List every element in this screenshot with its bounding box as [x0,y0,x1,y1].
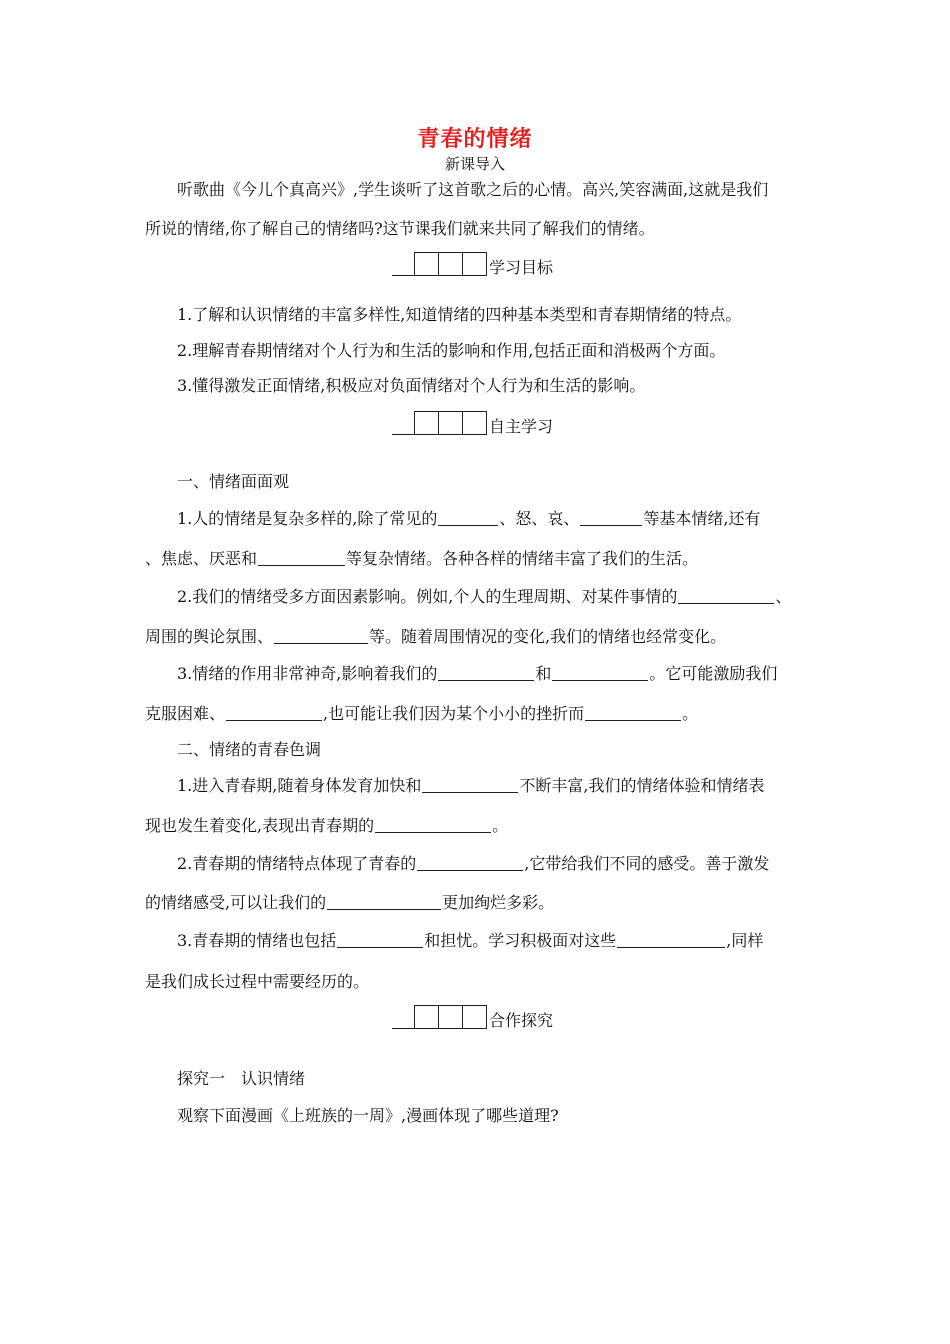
goal-item: 1.了解和认识情绪的丰富多样性,知道情绪的四种基本类型和青春期情绪的特点。 [177,305,742,324]
question-text: 2.青春期的情绪特点体现了青春的 [177,854,417,873]
intro-line-1: 听歌曲《今儿个真高兴》,学生谈听了这首歌之后的心情。高兴,笑容满面,这就是我们 [177,180,769,199]
section-label: 学习目标 [489,258,554,277]
fill-blank[interactable] [375,817,491,833]
fill-blank[interactable] [327,894,441,910]
question-text: ,也可能让我们因为某个小小的挫折而 [323,704,585,723]
fill-blank[interactable] [438,510,498,526]
explore-prompt: 观察下面漫画《上班族的一周》,漫画体现了哪些道理? [177,1106,559,1125]
section-line [392,1028,414,1029]
question-text: 等。随着周围情况的变化,我们的情绪也经常变化。 [369,627,727,646]
section-box [414,252,439,276]
fill-blank[interactable] [580,510,642,526]
question-text: ,它带给我们不同的感受。善于激发 [524,854,770,873]
part2-heading: 二、情绪的青春色调 [177,740,322,759]
question-text: 和担忧。学习积极面对这些 [424,931,617,950]
fill-blank[interactable] [617,932,725,948]
part1-q3-line2 [145,704,698,724]
section-box [414,411,439,435]
fill-blank[interactable] [585,705,681,721]
section-header-self-study [392,411,553,435]
question-text: 更加绚烂多彩。 [442,893,555,912]
section-box [463,1005,487,1029]
section-box [414,1005,439,1029]
fill-blank[interactable] [438,665,534,681]
question-text: 3.情绪的作用非常神奇,影响着我们的 [177,664,438,683]
question-text: 。 [682,704,699,723]
question-text: 1.人的情绪是复杂多样的,除了常见的 [177,509,438,528]
part2-q2-line2 [145,893,554,913]
fill-blank[interactable] [226,705,322,721]
section-box [439,252,463,276]
fill-blank[interactable] [422,777,518,793]
question-text: 的情绪感受,可以让我们的 [145,893,327,912]
section-label: 合作探究 [489,1011,554,1030]
fill-blank[interactable] [417,855,523,871]
section-label: 自主学习 [489,417,554,436]
page-subtitle: 新课导入 [444,155,505,173]
page-title: 青春的情绪 [417,127,533,152]
section-box [463,252,487,276]
fill-blank[interactable] [274,628,368,644]
fill-blank[interactable] [678,588,774,604]
part2-q1-line2 [145,816,508,836]
question-text: 、 [775,587,792,606]
fill-blank[interactable] [337,932,423,948]
fill-blank[interactable] [552,665,648,681]
question-text: ,同样 [726,931,764,950]
section-box [463,411,487,435]
question-text: 周围的舆论氛围、 [145,627,274,646]
question-text: 现也发生着变化,表现出青春期的 [145,816,375,835]
question-text: 等复杂情绪。各种各样的情绪丰富了我们的生活。 [346,549,699,568]
question-text: 1.进入青春期,随着身体发育加快和 [177,776,422,795]
question-text: 。 [492,816,509,835]
explore-heading: 探究一 认识情绪 [177,1069,306,1088]
section-box [439,1005,463,1029]
section-box [439,411,463,435]
question-text: 等基本情绪,还有 [643,509,761,528]
question-text: 克服困难、 [145,704,226,723]
section-line [392,275,414,276]
part1-q2-line1 [177,587,791,607]
question-text: 、焦虑、厌恶和 [145,549,258,568]
intro-line-2: 所说的情绪,你了解自己的情绪吗?这节课我们就来共同了解我们的情绪。 [145,219,655,238]
part1-q1-line2 [145,549,698,569]
part2-q1-line1 [177,776,764,796]
fill-blank[interactable] [258,550,345,566]
part1-q1-line1 [177,509,760,529]
question-text: 不断丰富,我们的情绪体验和情绪表 [519,776,765,795]
part2-q3-line2: 是我们成长过程中需要经历的。 [145,972,370,991]
question-text: 、怒、哀、 [499,509,580,528]
goal-item: 2.理解青春期情绪对个人行为和生活的影响和作用,包括正面和消极两个方面。 [177,341,726,360]
section-header-goals [392,252,553,276]
part2-q3-line1 [177,931,763,951]
question-text: 。它可能激励我们 [649,664,778,683]
part1-heading: 一、情绪面面观 [177,472,290,491]
part1-q3-line1 [177,664,777,684]
goal-item: 3.懂得激发正面情绪,积极应对负面情绪对个人行为和生活的影响。 [177,376,646,395]
question-text: 和 [535,664,552,683]
section-header-explore [392,1005,553,1029]
question-text: 3.青春期的情绪也包括 [177,931,337,950]
part1-q2-line2 [145,627,726,647]
part2-q2-line1 [177,854,769,874]
section-line [392,434,414,435]
question-text: 2.我们的情绪受多方面因素影响。例如,个人的生理周期、对某件事情的 [177,587,678,606]
